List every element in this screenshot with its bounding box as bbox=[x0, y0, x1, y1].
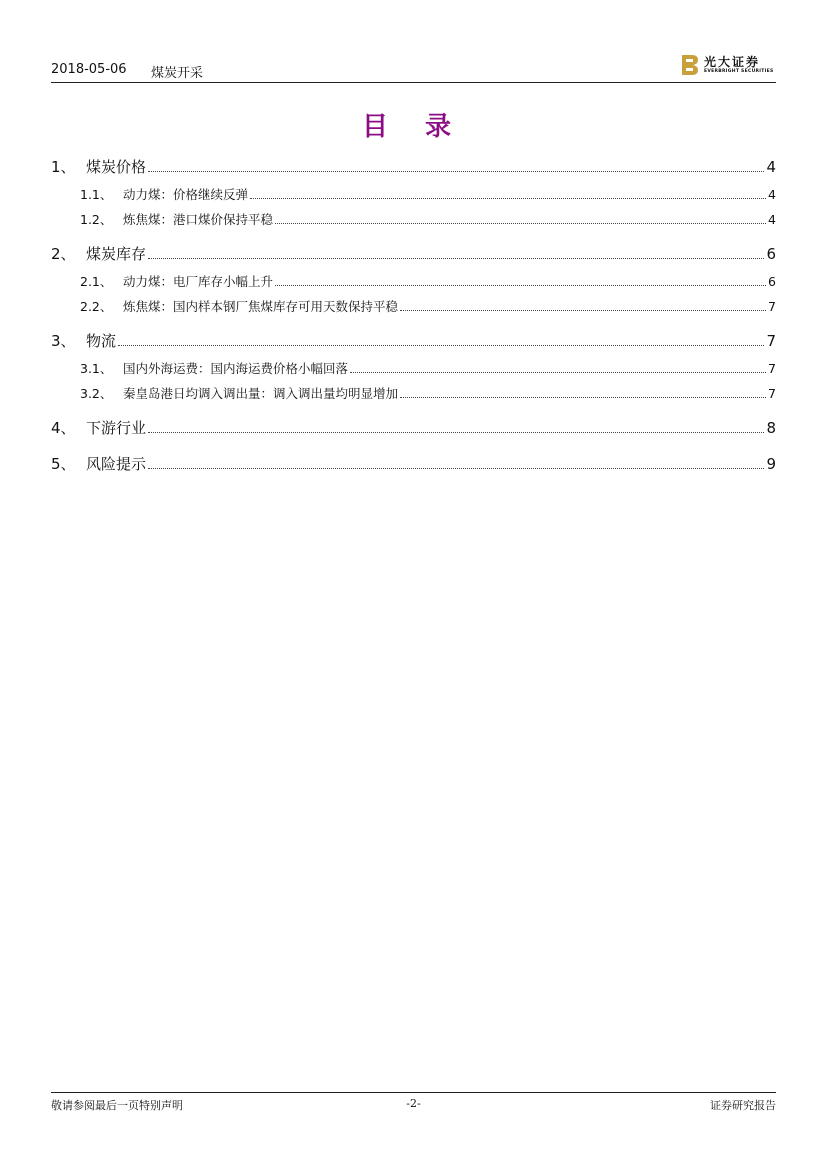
toc-entry-label: 物流 bbox=[86, 332, 117, 350]
toc-entry-number: 1、 bbox=[51, 158, 76, 176]
dot-leader bbox=[350, 371, 766, 373]
dot-leader bbox=[400, 309, 766, 311]
toc-entry-page: 4 bbox=[768, 187, 776, 202]
toc-entry-number: 1.1、 bbox=[80, 187, 113, 202]
toc-entry-label: 下游行业 bbox=[86, 419, 147, 437]
toc-entry[interactable] bbox=[51, 417, 776, 437]
toc-entry-label: 动力煤：电厂库存小幅上升 bbox=[123, 274, 274, 289]
logo-mark-icon bbox=[681, 54, 699, 76]
toc-entry-page: 6 bbox=[768, 274, 776, 289]
toc-entry-label: 国内外海运费：国内海运费价格小幅回落 bbox=[123, 361, 349, 376]
toc-entry-label: 秦皇岛港日均调入调出量：调入调出量均明显增加 bbox=[123, 386, 399, 401]
dot-leader bbox=[148, 431, 764, 433]
toc-entry-number: 5、 bbox=[51, 455, 76, 473]
dot-leader bbox=[250, 197, 766, 199]
dot-leader bbox=[275, 284, 766, 286]
dot-leader bbox=[400, 396, 766, 398]
page-footer bbox=[51, 1092, 776, 1112]
toc-entry[interactable] bbox=[51, 359, 776, 377]
page-number: -2- bbox=[406, 1097, 421, 1110]
report-type: 证券研究报告 bbox=[710, 1099, 776, 1112]
toc-entry-number: 3.2、 bbox=[80, 386, 113, 401]
toc-entry[interactable] bbox=[51, 185, 776, 203]
toc-entry-page: 7 bbox=[768, 386, 776, 401]
toc-entry-label: 煤炭价格 bbox=[86, 158, 147, 176]
toc-entry[interactable] bbox=[51, 330, 776, 350]
logo-text-cn: 光大证券 bbox=[704, 55, 761, 69]
toc-entry-page: 9 bbox=[766, 455, 776, 473]
toc-entry[interactable] bbox=[51, 243, 776, 263]
toc-entry-page: 8 bbox=[766, 419, 776, 437]
toc-entry-page: 4 bbox=[768, 212, 776, 227]
toc-entry-number: 4、 bbox=[51, 419, 76, 437]
toc-entry-label: 动力煤：价格继续反弹 bbox=[123, 187, 249, 202]
logo-text-en: EVERBRIGHT SECURITIES bbox=[704, 69, 774, 74]
toc-entry-number: 3、 bbox=[51, 332, 76, 350]
toc-entry-page: 7 bbox=[768, 361, 776, 376]
disclaimer-note: 敬请参阅最后一页特别声明 bbox=[51, 1099, 183, 1112]
toc-entry[interactable] bbox=[51, 453, 776, 473]
report-date: 2018-05-06 bbox=[51, 62, 127, 77]
dot-leader bbox=[118, 344, 764, 346]
toc-entry-page: 7 bbox=[766, 332, 776, 350]
toc-entry-number: 2.2、 bbox=[80, 299, 113, 314]
toc-entry-number: 1.2、 bbox=[80, 212, 113, 227]
toc-entry-page: 6 bbox=[766, 245, 776, 263]
toc-entry[interactable] bbox=[51, 384, 776, 402]
toc-entry-label: 炼焦煤：国内样本钢厂焦煤库存可用天数保持平稳 bbox=[123, 299, 399, 314]
toc-entry[interactable] bbox=[51, 272, 776, 290]
dot-leader bbox=[275, 222, 766, 224]
company-logo bbox=[681, 52, 776, 78]
toc-entry[interactable] bbox=[51, 297, 776, 315]
toc-entry-page: 4 bbox=[766, 158, 776, 176]
toc-entry[interactable] bbox=[51, 210, 776, 228]
toc-entry-number: 3.1、 bbox=[80, 361, 113, 376]
toc-entry-page: 7 bbox=[768, 299, 776, 314]
page-header bbox=[51, 52, 776, 83]
toc-entry-number: 2、 bbox=[51, 245, 76, 263]
report-sector: 煤炭开采 bbox=[151, 66, 204, 81]
toc-title: 目 录 bbox=[361, 112, 466, 142]
dot-leader bbox=[148, 170, 764, 172]
toc-entry[interactable] bbox=[51, 156, 776, 176]
toc-entry-label: 炼焦煤：港口煤价保持平稳 bbox=[123, 212, 274, 227]
toc-entry-label: 煤炭库存 bbox=[86, 245, 147, 263]
toc-entry-number: 2.1、 bbox=[80, 274, 113, 289]
dot-leader bbox=[148, 467, 764, 469]
dot-leader bbox=[148, 257, 764, 259]
toc-entry-label: 风险提示 bbox=[86, 455, 147, 473]
